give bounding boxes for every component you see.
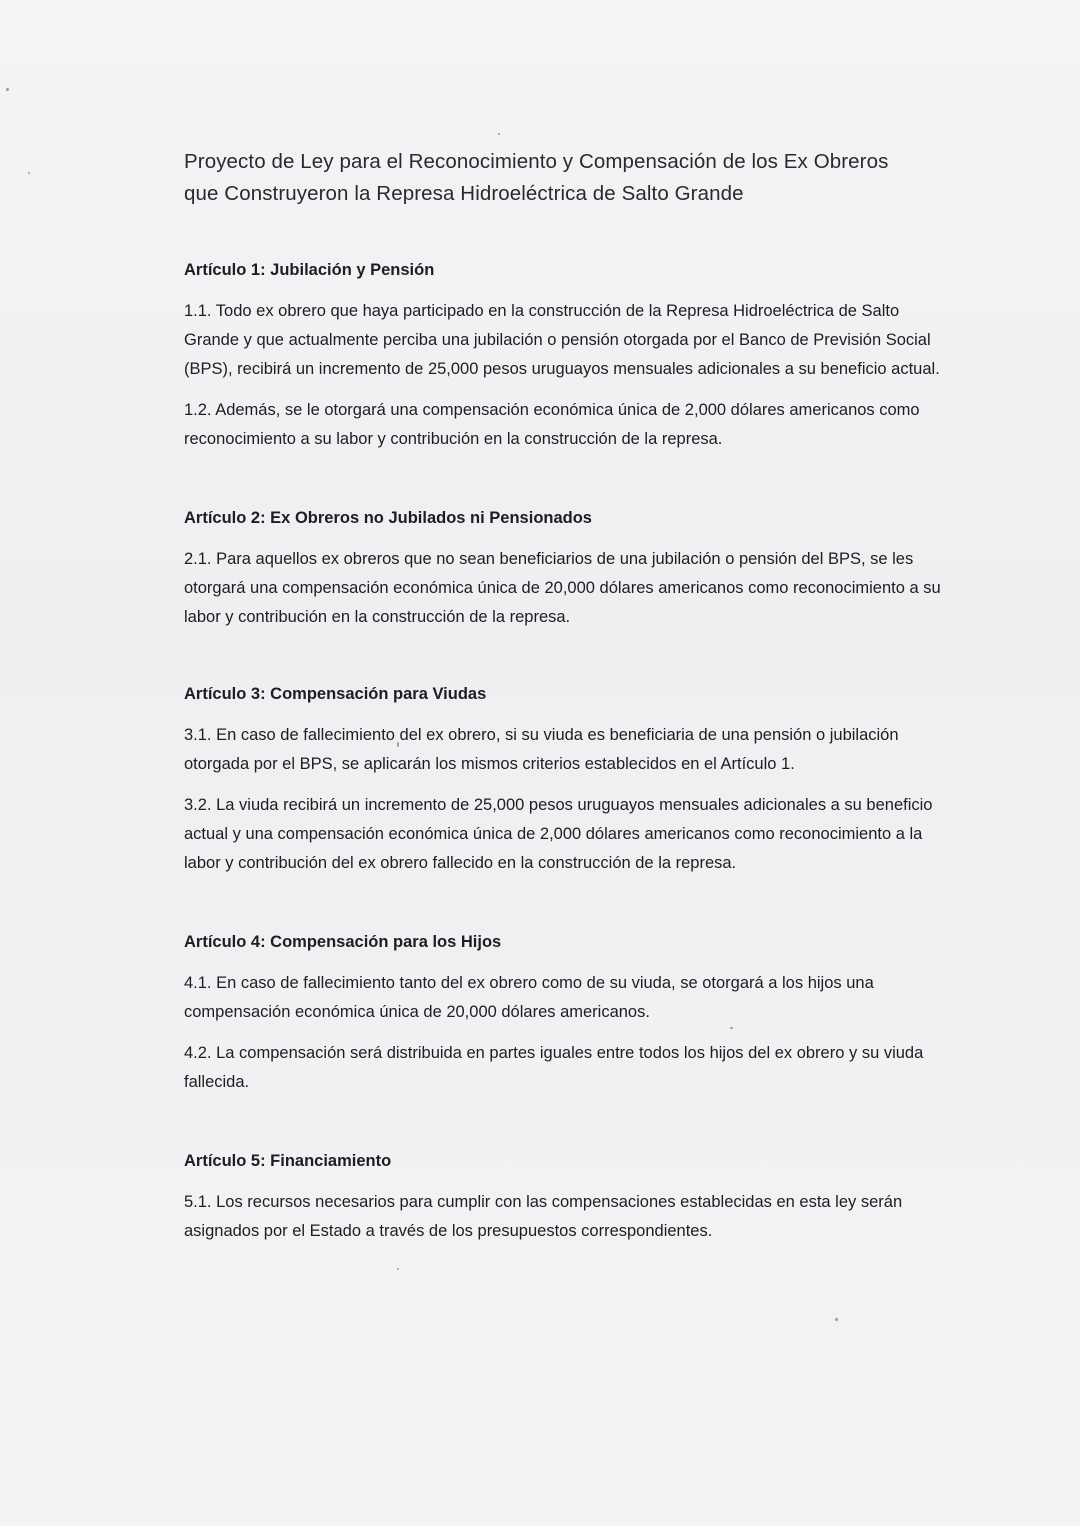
scan-speck (397, 1268, 399, 1270)
clause-3-1: 3.1. En caso de fallecimiento del ex obrero, si su viuda es beneficiaria de una pensión o jubilación otorgada por el BPS, se aplicarán los mismos criterios establecidos en el Artículo 1. (184, 726, 899, 773)
clause-3-2: 3.2. La viuda recibirá un incremento de 25,000 pesos uruguayos mensuales adicionales a su beneficio actual y una compensación económica única de 2,000 dólares americanos como reconocimiento a la labor y contribución del ex obrero fallecido en la construcción de la represa. (184, 796, 933, 872)
article-heading: Artículo 2: Ex Obreros no Jubilados ni Pensionados (184, 509, 592, 527)
article-heading: Artículo 5: Financiamiento (184, 1152, 392, 1170)
article-3 (184, 682, 944, 878)
clause-5-1: 5.1. Los recursos necesarios para cumplir con las compensaciones establecidas en esta ley serán asignados por el Estado a través de los presupuestos correspondientes. (184, 1193, 903, 1240)
document-title-line-2: que Construyeron la Represa Hidroeléctrica de Salto Grande (184, 182, 744, 205)
clause-1-1: 1.1. Todo ex obrero que haya participado en la construcción de la Represa Hidroeléctrica de Salto Grande y que actualmente perciba una jubilación o pensión otorgada por el Banco de Previsión Social (BPS), recibirá un incremento de 25,000 pesos uruguayos mensuales adicionales a su beneficio actual. (184, 302, 940, 378)
article-1 (184, 258, 944, 454)
article-heading: Artículo 3: Compensación para Viudas (184, 685, 487, 703)
clause-4-2: 4.2. La compensación será distribuida en partes iguales entre todos los hijos del ex obrero y su viuda fallecida. (184, 1044, 924, 1091)
article-5 (184, 1149, 944, 1246)
scan-speck (498, 133, 500, 135)
document-title (184, 146, 944, 210)
article-2 (184, 506, 944, 632)
article-heading: Artículo 1: Jubilación y Pensión (184, 261, 435, 279)
document-body (184, 146, 944, 1258)
clause-1-2: 1.2. Además, se le otorgará una compensación económica única de 2,000 dólares americanos como reconocimiento a su labor y contribución en la construcción de la represa. (184, 401, 920, 448)
scan-speck (6, 88, 9, 91)
document-title-line-1: Proyecto de Ley para el Reconocimiento y Compensación de los Ex Obreros (184, 150, 889, 173)
clause-4-1: 4.1. En caso de fallecimiento tanto del ex obrero como de su viuda, se otorgará a los hijos una compensación económica única de 20,000 dólares americanos. (184, 974, 874, 1021)
scan-speck (835, 1318, 838, 1321)
article-heading: Artículo 4: Compensación para los Hijos (184, 933, 502, 951)
clause-2-1: 2.1. Para aquellos ex obreros que no sean beneficiarios de una jubilación o pensión del BPS, se les otorgará una compensación económica única de 20,000 dólares americanos como reconocimiento a su labor y contribución en la construcción de la represa. (184, 550, 941, 626)
scan-speck (28, 172, 30, 174)
article-4 (184, 930, 944, 1097)
